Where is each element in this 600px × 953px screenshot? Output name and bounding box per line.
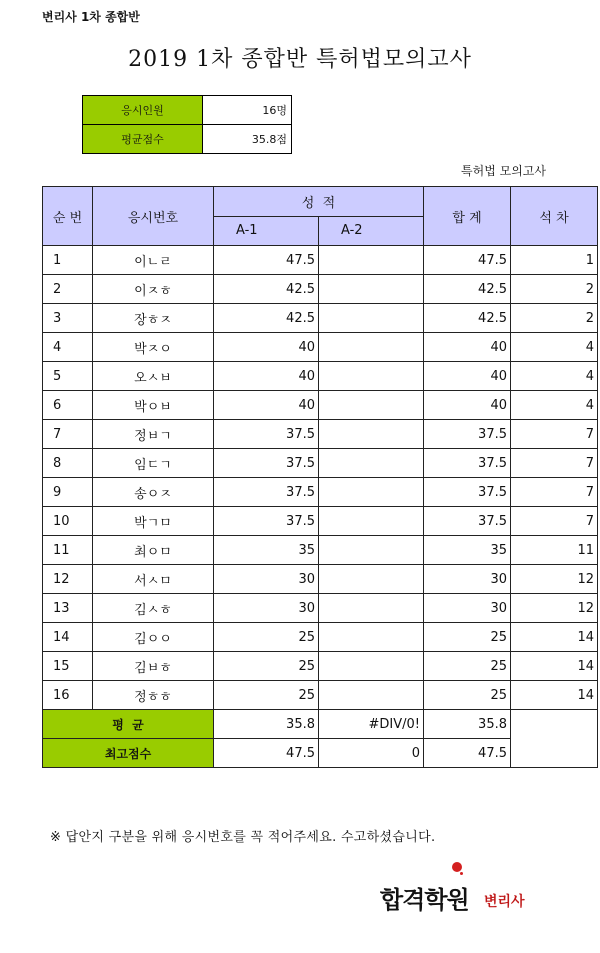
- score-a1-cell: 47.5: [214, 246, 319, 275]
- table-row: [43, 681, 598, 710]
- max-total: 47.5: [424, 739, 511, 768]
- score-a2-cell: [319, 275, 424, 304]
- rank-cell: 10: [43, 507, 93, 536]
- score-a2-cell: [319, 594, 424, 623]
- examinee-id-cell: 이ㄴㄹ: [93, 246, 214, 275]
- score-a1-cell: 25: [214, 652, 319, 681]
- score-a2-cell: [319, 623, 424, 652]
- rank-cell: 11: [43, 536, 93, 565]
- logo-dot-icon: [452, 862, 462, 872]
- place-cell: 2: [511, 304, 598, 333]
- score-a2-cell: [319, 391, 424, 420]
- summary-table: [82, 95, 292, 154]
- score-a1-cell: 40: [214, 362, 319, 391]
- score-a1-cell: 35: [214, 536, 319, 565]
- examinee-id-cell: 정ㅂㄱ: [93, 420, 214, 449]
- header-rank: 순 번: [43, 187, 93, 246]
- academy-logo: [380, 860, 530, 920]
- total-cell: 37.5: [424, 507, 511, 536]
- table-row: [43, 391, 598, 420]
- score-table: [42, 186, 598, 768]
- score-a1-cell: 37.5: [214, 478, 319, 507]
- rank-cell: 9: [43, 478, 93, 507]
- total-cell: 47.5: [424, 246, 511, 275]
- examinee-id-cell: 김ㅇㅇ: [93, 623, 214, 652]
- score-a2-cell: [319, 652, 424, 681]
- table-row: [43, 275, 598, 304]
- examinee-id-cell: 박ㅈㅇ: [93, 333, 214, 362]
- table-row: [43, 623, 598, 652]
- place-cell: 14: [511, 652, 598, 681]
- place-cell: 7: [511, 507, 598, 536]
- header-small-title: 변리사 1차 종합반: [42, 10, 140, 24]
- place-cell: 1: [511, 246, 598, 275]
- total-cell: 40: [424, 362, 511, 391]
- table-row: [43, 565, 598, 594]
- average-row-label: 평 균: [43, 710, 214, 739]
- total-cell: 40: [424, 333, 511, 362]
- place-cell: 7: [511, 449, 598, 478]
- score-a2-cell: [319, 507, 424, 536]
- total-cell: 37.5: [424, 478, 511, 507]
- examinee-id-cell: 정ㅎㅎ: [93, 681, 214, 710]
- place-cell: 4: [511, 391, 598, 420]
- average-a2: #DIV/0!: [319, 710, 424, 739]
- score-a2-cell: [319, 246, 424, 275]
- place-cell: 12: [511, 565, 598, 594]
- table-row: [43, 362, 598, 391]
- header-id: 응시번호: [93, 187, 214, 246]
- examinee-id-cell: 김ㅂㅎ: [93, 652, 214, 681]
- total-cell: 25: [424, 652, 511, 681]
- rank-cell: 3: [43, 304, 93, 333]
- score-rows: [43, 246, 598, 710]
- examinee-id-cell: 서ㅅㅁ: [93, 565, 214, 594]
- subject-label: 특허법 모의고사: [461, 164, 546, 178]
- score-a1-cell: 25: [214, 681, 319, 710]
- table-row: [43, 333, 598, 362]
- place-cell: 7: [511, 420, 598, 449]
- score-a2-cell: [319, 536, 424, 565]
- examinee-id-cell: 임ㄷㄱ: [93, 449, 214, 478]
- total-cell: 42.5: [424, 275, 511, 304]
- place-cell: 2: [511, 275, 598, 304]
- total-cell: 25: [424, 681, 511, 710]
- table-row: [43, 652, 598, 681]
- table-row: [43, 536, 598, 565]
- place-cell: 14: [511, 681, 598, 710]
- rank-cell: 14: [43, 623, 93, 652]
- max-a1: 47.5: [214, 739, 319, 768]
- place-cell: 14: [511, 623, 598, 652]
- header-score: 성 적: [214, 187, 424, 217]
- examinee-id-cell: 이ㅈㅎ: [93, 275, 214, 304]
- average-label: 평균점수: [83, 125, 203, 154]
- logo-sub-text: 변리사: [484, 894, 525, 910]
- score-a1-cell: 42.5: [214, 275, 319, 304]
- table-row: [43, 449, 598, 478]
- score-a1-cell: 40: [214, 391, 319, 420]
- place-cell: 4: [511, 333, 598, 362]
- place-cell: 12: [511, 594, 598, 623]
- average-total: 35.8: [424, 710, 511, 739]
- footer-blank-cell: [511, 710, 598, 768]
- average-a1: 35.8: [214, 710, 319, 739]
- max-a2: 0: [319, 739, 424, 768]
- rank-cell: 5: [43, 362, 93, 391]
- score-a2-cell: [319, 565, 424, 594]
- score-a2-cell: [319, 478, 424, 507]
- score-a2-cell: [319, 449, 424, 478]
- total-cell: 35: [424, 536, 511, 565]
- rank-cell: 2: [43, 275, 93, 304]
- score-a2-cell: [319, 681, 424, 710]
- score-a1-cell: 25: [214, 623, 319, 652]
- score-a1-cell: 40: [214, 333, 319, 362]
- total-cell: 37.5: [424, 420, 511, 449]
- total-cell: 42.5: [424, 304, 511, 333]
- score-a2-cell: [319, 304, 424, 333]
- rank-cell: 12: [43, 565, 93, 594]
- max-row-label: 최고점수: [43, 739, 214, 768]
- average-value: 35.8점: [203, 125, 292, 154]
- examinee-id-cell: 장ㅎㅈ: [93, 304, 214, 333]
- table-row: [43, 507, 598, 536]
- score-a1-cell: 37.5: [214, 449, 319, 478]
- place-cell: 11: [511, 536, 598, 565]
- examinee-id-cell: 박ㄱㅁ: [93, 507, 214, 536]
- examinee-id-cell: 오ㅅㅂ: [93, 362, 214, 391]
- total-cell: 30: [424, 565, 511, 594]
- rank-cell: 8: [43, 449, 93, 478]
- score-a1-cell: 37.5: [214, 507, 319, 536]
- logo-small-dot-icon: [460, 872, 463, 875]
- header-total: 합 계: [424, 187, 511, 246]
- examinees-label: 응시인원: [83, 96, 203, 125]
- score-a2-cell: [319, 420, 424, 449]
- table-row: [43, 246, 598, 275]
- header-a1: A-1: [214, 216, 319, 246]
- examinee-id-cell: 최ㅇㅁ: [93, 536, 214, 565]
- examinee-id-cell: 김ㅅㅎ: [93, 594, 214, 623]
- rank-cell: 7: [43, 420, 93, 449]
- table-row: [43, 420, 598, 449]
- rank-cell: 15: [43, 652, 93, 681]
- score-a1-cell: 37.5: [214, 420, 319, 449]
- examinee-id-cell: 송ㅇㅈ: [93, 478, 214, 507]
- rank-cell: 4: [43, 333, 93, 362]
- score-a1-cell: 42.5: [214, 304, 319, 333]
- logo-main-text: 합격학원: [380, 886, 469, 914]
- header-place: 석 차: [511, 187, 598, 246]
- table-row: [43, 478, 598, 507]
- score-a1-cell: 30: [214, 565, 319, 594]
- examinees-value: 16명: [203, 96, 292, 125]
- total-cell: 37.5: [424, 449, 511, 478]
- score-a2-cell: [319, 362, 424, 391]
- summary-row-examinees: [83, 96, 292, 125]
- rank-cell: 13: [43, 594, 93, 623]
- place-cell: 4: [511, 362, 598, 391]
- page-title: 2019 1차 종합반 특허법모의고사: [128, 47, 472, 72]
- table-row: [43, 304, 598, 333]
- score-a2-cell: [319, 333, 424, 362]
- header-a2: A-2: [319, 216, 424, 246]
- table-row: [43, 594, 598, 623]
- score-a1-cell: 30: [214, 594, 319, 623]
- rank-cell: 16: [43, 681, 93, 710]
- average-row: [43, 710, 598, 739]
- place-cell: 7: [511, 478, 598, 507]
- rank-cell: 1: [43, 246, 93, 275]
- total-cell: 40: [424, 391, 511, 420]
- rank-cell: 6: [43, 391, 93, 420]
- total-cell: 30: [424, 594, 511, 623]
- summary-row-average: [83, 125, 292, 154]
- total-cell: 25: [424, 623, 511, 652]
- notice-text: ※ 답안지 구분을 위해 응시번호를 꼭 적어주세요. 수고하셨습니다.: [50, 830, 436, 845]
- examinee-id-cell: 박ㅇㅂ: [93, 391, 214, 420]
